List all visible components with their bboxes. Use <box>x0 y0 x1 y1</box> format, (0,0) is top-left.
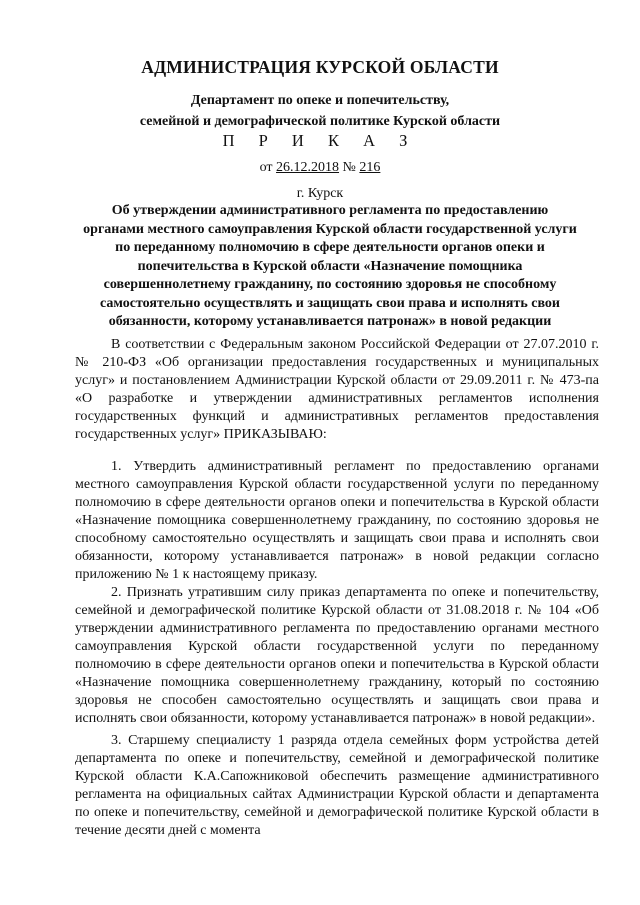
order-date-number <box>0 160 640 176</box>
preamble-paragraph: В соответствии с Федеральным законом Российской Федерации от 27.07.2010 г. № 210-ФЗ «Об организации предоставления государственных и муниципальных услуг» и постановлением Администрации Курской области от 29.09.2011 г. № 473-па «О разработке и утверждении административных регламентов исполнения государственных функций и административных регламентов предоставления государственных услуг» ПРИКАЗЫВАЮ: <box>75 337 599 442</box>
department-line-1: Департамент по опеке и попечительству, <box>190 93 450 108</box>
order-date: 26.12.2018 <box>276 160 340 175</box>
item-paragraph-1: 1. Утвердить административный регламент по предоставлению органами местного самоуправления Курской области государственной услуги по переданному полномочию в сфере деятельности органов опеки и попечительства в Курской области «Назначение помощника совершеннолетнему гражданину, по состоянию здоровья не способному самостоятельно осуществлять и защищать свои права и исполнять свои обязанности, которому устанавливается патронаж» в новой редакции согласно приложению № 1 к настоящему приказу. <box>75 459 599 582</box>
item-paragraph-2: 2. Признать утратившим силу приказ департамента по опеке и попечительству, семейной и демографической политике Курской области от 31.08.2018 г. № 104 «Об утверждении административного регламента по предоставлению органами местного самоуправления Курской области государственной услуги по переданному полномочию в сфере деятельности органов опеки и попечительства в Курской области «Назначение помощника совершеннолетнему гражданину, который по состоянию здоровья не способен самостоятельно осуществлять и защищать свои права и исполнять свои обязанности, которому устанавливается патронаж» в новой редакции». <box>75 585 599 726</box>
date-prefix: от <box>259 160 273 175</box>
order-label: П Р И К А З <box>222 131 418 150</box>
number-sign: № <box>342 160 356 175</box>
order-city: г. Курск <box>296 186 344 201</box>
order-body <box>75 336 599 840</box>
department-heading <box>0 90 640 132</box>
item-paragraph-3: 3. Старшему специалисту 1 разряда отдела семейных форм устройства детей департамента по опеке и попечительству, семейной и демографической политике Курской области К.А.Сапожниковой обеспечить размещение административного регламента на официальных сайтах Администрации Курской области и департамента по опеке и попечительству, семейной и демографической политике Курской области в течение десяти дней с момента <box>75 733 599 838</box>
order-title: Об утверждении административного регламента по предоставлению органами местного самоуправления Курской области государственной услуги по переданному полномочию в сфере деятельности органов опеки и попечительства в Курской области «Назначение помощника совершеннолетнему гражданину, по состоянию здоровья не способному самостоятельно осуществлять и защищать свои права и исполнять свои обязанности, которому устанавливается патронаж» в новой редакции <box>83 203 577 329</box>
order-number: 216 <box>359 160 381 175</box>
organization-heading: АДМИНИСТРАЦИЯ КУРСКОЙ ОБЛАСТИ <box>141 57 499 77</box>
department-line-2: семейной и демографической политике Курской области <box>139 114 501 129</box>
